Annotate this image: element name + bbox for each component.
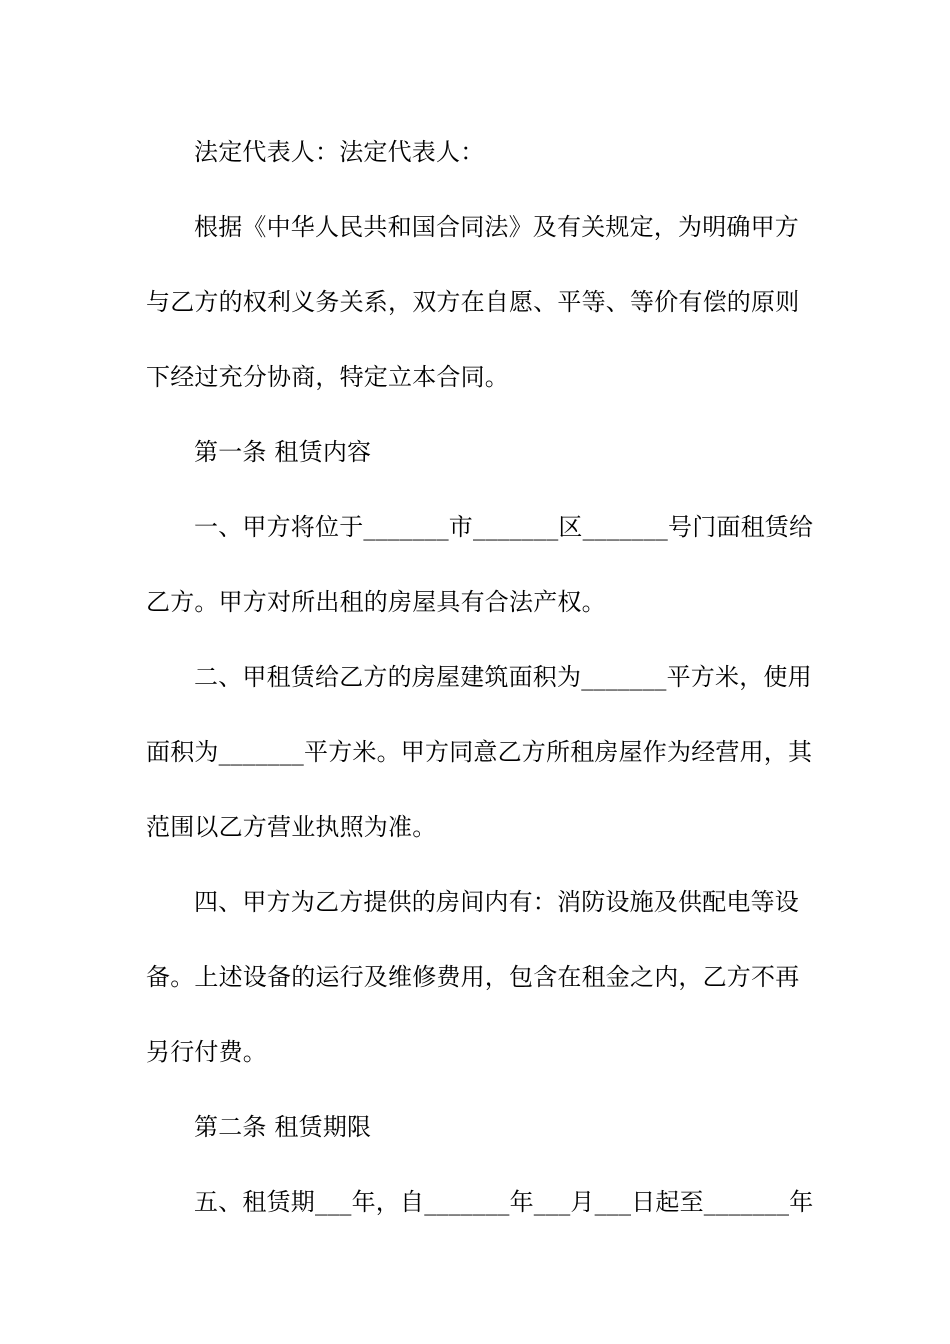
clause-line: 面积为_______平方米。甲方同意乙方所租房屋作为经营用，其 bbox=[146, 738, 813, 766]
clause-line: 四、甲方为乙方提供的房间内有：消防设施及供配电等设 bbox=[194, 888, 799, 916]
clause-line: 一、甲方将位于_______市_______区_______号门面租赁给 bbox=[194, 513, 814, 541]
clause-line: 备。上述设备的运行及维修费用，包含在租金之内，乙方不再 bbox=[146, 963, 800, 991]
clause-line: 范围以乙方营业执照为准。 bbox=[146, 813, 437, 841]
legal-representative-line: 法定代表人：法定代表人： bbox=[194, 138, 485, 166]
section-heading: 第一条 租赁内容 bbox=[194, 438, 372, 466]
clause-line: 五、租赁期___年，自_______年___月___日起至_______年 bbox=[194, 1188, 814, 1216]
paragraph-line: 根据《中华人民共和国合同法》及有关规定，为明确甲方 bbox=[194, 213, 799, 241]
clause-line: 另行付费。 bbox=[146, 1038, 267, 1066]
clause-line: 二、甲租赁给乙方的房屋建筑面积为_______平方米，使用 bbox=[194, 663, 812, 691]
clause-line: 乙方。甲方对所出租的房屋具有合法产权。 bbox=[146, 588, 606, 616]
paragraph-line: 下经过充分协商，特定立本合同。 bbox=[146, 363, 509, 391]
paragraph-line: 与乙方的权利义务关系，双方在自愿、平等、等价有偿的原则 bbox=[146, 288, 800, 316]
section-heading: 第二条 租赁期限 bbox=[194, 1113, 372, 1141]
